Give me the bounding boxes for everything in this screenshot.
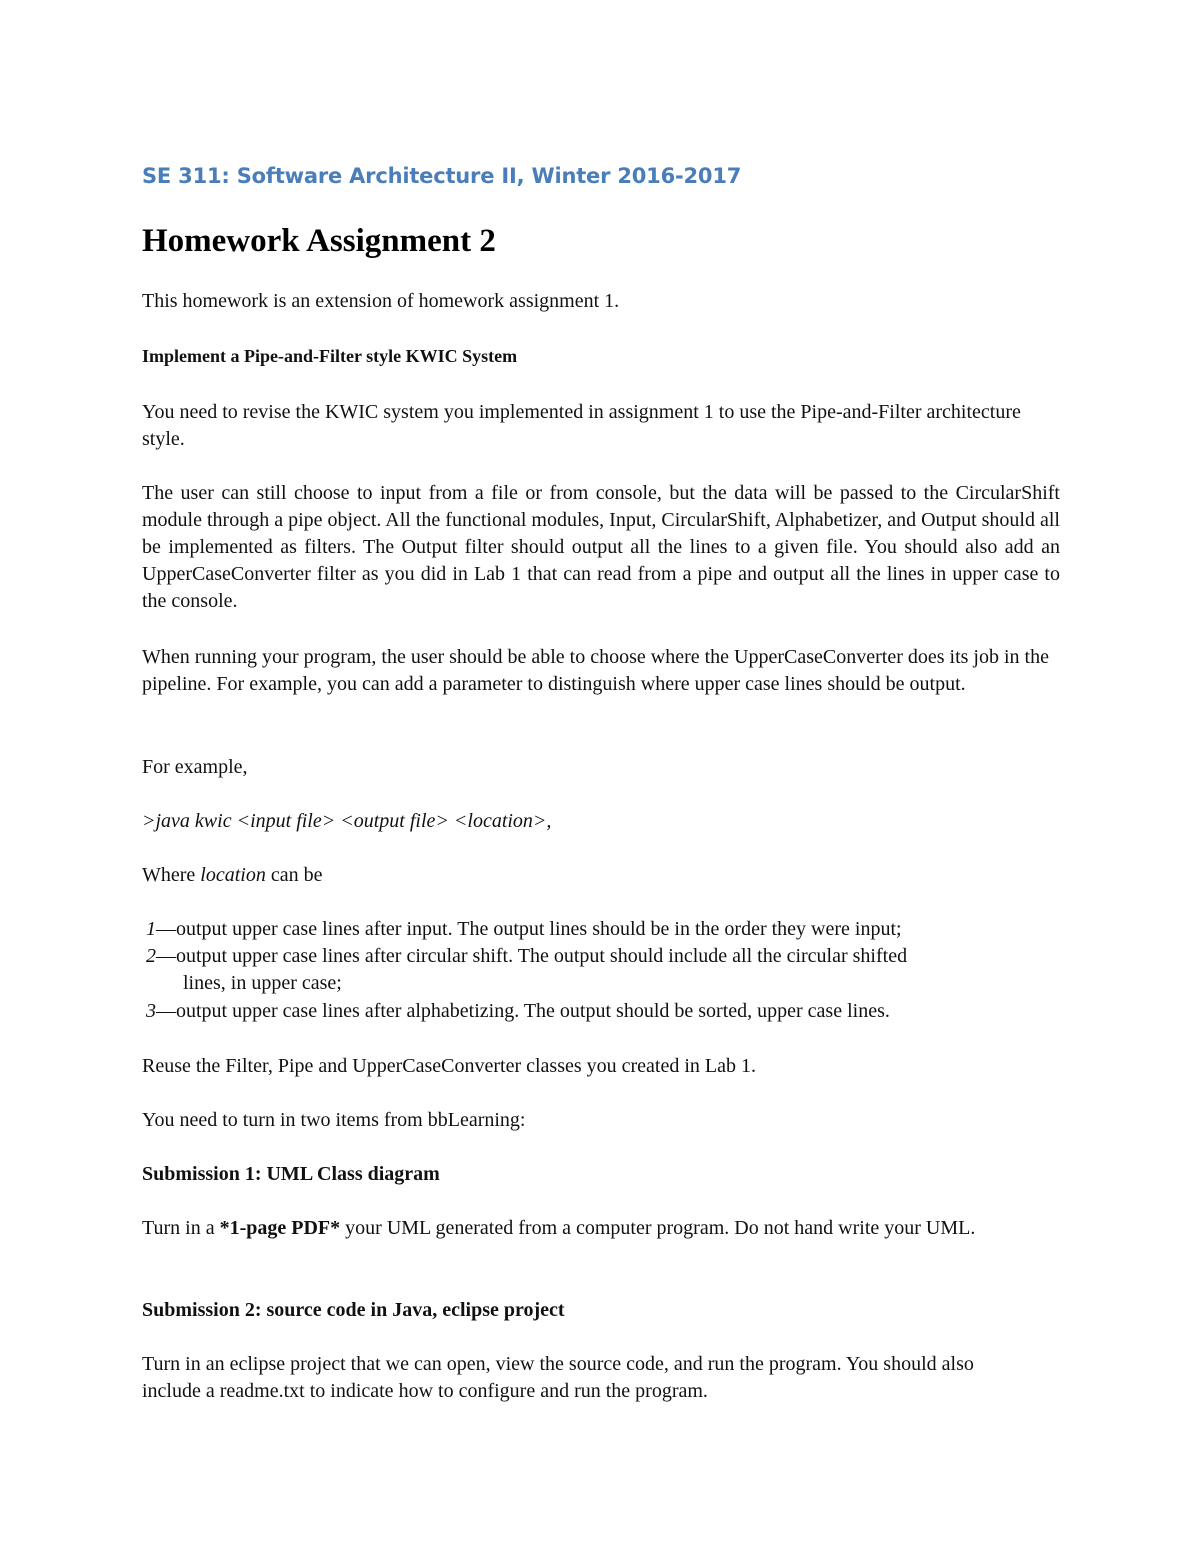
location-item-3 [146,998,1060,1025]
location-dash: — [156,1000,176,1022]
submission-2-text: Turn in an eclipse project that we can open, view the source code, and run the program. You should also include a readme.txt to indicate how to configure and run the program. [142,1353,974,1402]
for-example-label: For example, [142,756,248,778]
paragraph-uppercase-location: When running your program, the user should be able to choose where the UpperCaseConverter does its job in the pipeline. For example, you can add a parameter to distinguish where upper case lines should be output. [142,646,1049,695]
location-number: 3 [146,1000,156,1022]
location-number: 1 [146,918,156,940]
where-term: location [200,864,266,886]
intro-paragraph: This homework is an extension of homework assignment 1. [142,290,620,312]
submission-1-text [142,1215,1022,1242]
location-item-1 [146,916,1060,943]
turn-in-intro: You need to turn in two items from bbLearning: [142,1109,526,1131]
location-text-continued: lines, in upper case; [183,972,342,994]
document-title: Homework Assignment 2 [142,223,496,259]
location-text: output upper case lines after alphabetizing. The output should be sorted, upper case lines. [176,1000,890,1022]
location-text: output upper case lines after circular shift. The output should include all the circular shifted [176,945,908,967]
submission-1-text-after: your UML generated from a computer program. Do not hand write your UML. [340,1217,976,1239]
location-dash: — [156,945,176,967]
where-location-line [142,862,1060,889]
command-example: >java kwic <input file> <output file> <location>, [142,810,552,832]
paragraph-input-pipe: The user can still choose to input from a file or from console, but the data will be passed to the CircularShift module through a pipe object. All the functional modules, Input, CircularShift, Alphabetizer, and Output should all be implemented as filters. The Output filter should output all the lines to a given file. You should also add an UpperCaseConverter filter as you did in Lab 1 that can read from a pipe and output all the lines in upper case to the console. [142,482,1060,612]
submission-2-heading: Submission 2: source code in Java, eclipse project [142,1299,565,1321]
submission-1-heading: Submission 1: UML Class diagram [142,1163,440,1185]
location-item-2 [146,943,1060,997]
location-number: 2 [146,945,156,967]
paragraph-revise: You need to revise the KWIC system you implemented in assignment 1 to use the Pipe-and-Filter architecture style. [142,401,1021,450]
section-heading: Implement a Pipe-and-Filter style KWIC System [142,346,518,366]
where-suffix: can be [265,864,323,886]
reuse-paragraph: Reuse the Filter, Pipe and UpperCaseConverter classes you created in Lab 1. [142,1055,757,1077]
submission-1-text-before: Turn in a [142,1217,220,1239]
location-dash: — [156,918,176,940]
submission-1-text-bold: *1-page PDF* [219,1217,341,1239]
location-text: output upper case lines after input. The output lines should be in the order they were input; [176,918,902,940]
course-title: SE 311: Software Architecture II, Winter 2016-2017 [142,164,742,188]
where-prefix: Where [142,864,201,886]
